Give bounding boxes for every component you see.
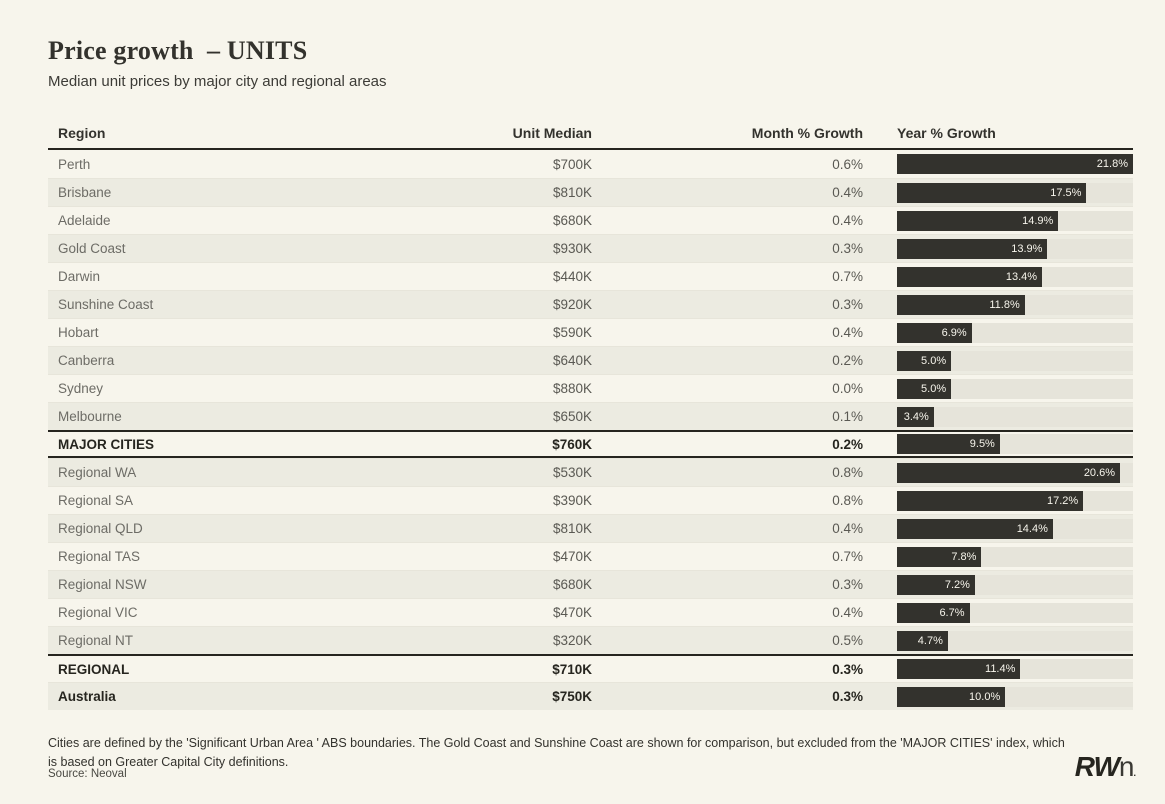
bar-value-label: 7.2% — [944, 578, 970, 591]
year-growth-cell — [863, 659, 1133, 679]
year-growth-cell — [863, 491, 1133, 511]
region-cell: Sunshine Coast — [58, 297, 154, 312]
bar-track — [897, 323, 1133, 343]
year-growth-cell — [863, 463, 1133, 483]
year-growth-cell — [863, 379, 1133, 399]
bar-track — [897, 239, 1133, 259]
logo-mark: . — [1133, 768, 1135, 778]
page-subtitle: Median unit prices by major city and regional areas — [48, 73, 387, 90]
region-cell: Brisbane — [58, 185, 112, 200]
region-cell: Hobart — [58, 325, 99, 340]
region-cell: Adelaide — [58, 213, 111, 228]
month-growth-cell: 0.4% — [832, 325, 863, 340]
year-growth-bar — [897, 603, 970, 623]
year-growth-cell — [863, 295, 1133, 315]
unit-median-cell: $930K — [552, 241, 592, 256]
year-growth-bar — [897, 183, 1086, 203]
region-cell: REGIONAL — [58, 661, 130, 677]
column-header-month-growth: Month % Growth — [751, 125, 863, 141]
month-growth-cell: 0.0% — [832, 381, 863, 396]
bar-value-label: 3.4% — [903, 410, 929, 423]
year-growth-cell — [863, 631, 1133, 651]
table-row — [48, 626, 1133, 654]
year-growth-cell — [863, 239, 1133, 259]
table-row — [48, 458, 1133, 486]
month-growth-cell: 0.5% — [832, 633, 863, 648]
year-growth-bar — [897, 659, 1020, 679]
year-growth-bar — [897, 154, 1133, 174]
table-row — [48, 542, 1133, 570]
table-row — [48, 318, 1133, 346]
year-growth-cell — [863, 351, 1133, 371]
unit-median-cell: $320K — [552, 633, 592, 648]
month-growth-cell: 0.6% — [832, 156, 863, 172]
region-cell: Darwin — [58, 269, 101, 284]
region-cell: Melbourne — [58, 409, 122, 424]
year-growth-bar — [897, 463, 1120, 483]
year-growth-bar — [897, 211, 1058, 231]
table-row — [48, 570, 1133, 598]
year-growth-cell — [863, 575, 1133, 595]
table-row — [48, 262, 1133, 290]
year-growth-cell — [863, 603, 1133, 623]
table-row — [48, 346, 1133, 374]
bar-track — [897, 491, 1133, 511]
logo-n: n — [1118, 751, 1134, 782]
year-growth-bar — [897, 407, 934, 427]
unit-median-cell: $590K — [552, 325, 592, 340]
year-growth-bar — [897, 239, 1047, 259]
region-cell: Sydney — [58, 381, 104, 396]
unit-median-cell: $710K — [552, 661, 592, 677]
year-growth-cell — [863, 547, 1133, 567]
unit-median-cell: $680K — [552, 213, 592, 228]
unit-median-cell: $700K — [552, 156, 592, 172]
year-growth-bar — [897, 631, 948, 651]
price-growth-table — [48, 118, 1133, 710]
bar-track — [897, 267, 1133, 287]
bar-value-label: 9.5% — [969, 438, 995, 450]
unit-median-cell: $920K — [552, 297, 592, 312]
month-growth-cell: 0.2% — [832, 353, 863, 368]
table-header — [48, 118, 1133, 150]
table-row — [48, 514, 1133, 542]
month-growth-cell: 0.3% — [832, 297, 863, 312]
bar-track — [897, 211, 1133, 231]
table-row — [48, 682, 1133, 710]
unit-median-cell: $440K — [552, 269, 592, 284]
month-growth-cell: 0.4% — [832, 521, 863, 536]
table-row — [48, 374, 1133, 402]
unit-median-cell: $640K — [552, 353, 592, 368]
month-growth-cell: 0.3% — [832, 661, 863, 677]
bar-track — [897, 659, 1133, 679]
year-growth-bar — [897, 267, 1042, 287]
bar-track — [897, 379, 1133, 399]
column-header-region: Region — [58, 125, 106, 141]
unit-median-cell: $810K — [552, 185, 592, 200]
month-growth-cell: 0.4% — [832, 213, 863, 228]
year-growth-bar — [897, 295, 1025, 315]
region-cell: Regional TAS — [58, 549, 141, 564]
region-cell: Regional NT — [58, 633, 134, 648]
year-growth-cell — [863, 267, 1133, 287]
table-rows — [48, 150, 1133, 710]
bar-track — [897, 351, 1133, 371]
bar-track — [897, 603, 1133, 623]
year-growth-bar — [897, 519, 1053, 539]
bar-track — [897, 519, 1133, 539]
year-growth-cell — [863, 154, 1133, 174]
table-row — [48, 402, 1133, 430]
bar-value-label: 14.9% — [1022, 214, 1054, 227]
bar-value-label: 17.5% — [1050, 186, 1082, 199]
table-row — [48, 234, 1133, 262]
bar-track — [897, 295, 1133, 315]
source-text: Source: Neoval — [48, 768, 127, 780]
bar-track — [897, 575, 1133, 595]
bar-track — [897, 434, 1133, 454]
bar-value-label: 5.0% — [921, 354, 947, 367]
unit-median-cell: $810K — [552, 521, 592, 536]
bar-value-label: 21.8% — [1096, 158, 1128, 170]
bar-track — [897, 687, 1133, 707]
year-growth-bar — [897, 379, 951, 399]
logo-rw: RW — [1074, 751, 1119, 782]
year-growth-bar — [897, 323, 972, 343]
year-growth-cell — [863, 519, 1133, 539]
month-growth-cell: 0.3% — [832, 577, 863, 592]
bar-value-label: 13.9% — [1011, 242, 1043, 255]
unit-median-cell: $650K — [552, 409, 592, 424]
column-header-year-growth: Year % Growth — [897, 125, 996, 141]
year-growth-cell — [863, 434, 1133, 454]
region-cell: Regional SA — [58, 493, 134, 508]
unit-median-cell: $680K — [552, 577, 592, 592]
month-growth-cell: 0.4% — [832, 605, 863, 620]
year-growth-bar — [897, 351, 951, 371]
month-growth-cell: 0.2% — [832, 436, 863, 452]
region-cell: Regional VIC — [58, 605, 138, 620]
month-growth-cell: 0.7% — [832, 549, 863, 564]
bar-value-label: 14.4% — [1016, 522, 1048, 535]
footnote-text: Cities are defined by the 'Significant Urban Area ' ABS boundaries. The Gold Coast and Sunshine Coast are shown for comparison, but excluded from the 'MAJOR CITIES' index, which is based on Greater Capital City definitions. — [48, 736, 1065, 769]
region-cell: Canberra — [58, 353, 115, 368]
month-growth-cell: 0.8% — [832, 465, 863, 480]
bar-value-label: 17.2% — [1047, 494, 1079, 507]
table-row — [48, 150, 1133, 178]
unit-median-cell: $470K — [552, 549, 592, 564]
year-growth-bar — [897, 575, 975, 595]
table-row — [48, 598, 1133, 626]
bar-track — [897, 407, 1133, 427]
month-growth-cell: 0.3% — [832, 241, 863, 256]
year-growth-cell — [863, 323, 1133, 343]
bar-value-label: 7.8% — [951, 550, 977, 563]
table-row — [48, 178, 1133, 206]
region-cell: Regional QLD — [58, 521, 143, 536]
region-cell: Regional WA — [58, 465, 137, 480]
region-cell: Gold Coast — [58, 241, 126, 256]
year-growth-cell — [863, 687, 1133, 707]
bar-value-label: 4.7% — [917, 634, 943, 647]
unit-median-cell: $750K — [552, 689, 592, 704]
year-growth-bar — [897, 434, 1000, 454]
table-row — [48, 430, 1133, 458]
month-growth-cell: 0.1% — [832, 409, 863, 424]
page-title: Price growth – UNITS — [48, 36, 308, 65]
region-cell: Perth — [58, 156, 91, 172]
bar-value-label: 5.0% — [921, 382, 947, 395]
table-row — [48, 290, 1133, 318]
year-growth-cell — [863, 407, 1133, 427]
month-growth-cell: 0.7% — [832, 269, 863, 284]
year-growth-bar — [897, 547, 981, 567]
table-row — [48, 654, 1133, 682]
bar-track — [897, 631, 1133, 651]
region-cell: Australia — [58, 689, 116, 704]
region-cell: Regional NSW — [58, 577, 147, 592]
year-growth-cell — [863, 211, 1133, 231]
unit-median-cell: $390K — [552, 493, 592, 508]
year-growth-bar — [897, 491, 1083, 511]
bar-value-label: 20.6% — [1083, 466, 1116, 479]
bar-value-label: 11.8% — [989, 298, 1020, 311]
table-row — [48, 206, 1133, 234]
year-growth-cell — [863, 183, 1133, 203]
year-growth-bar — [897, 687, 1005, 707]
bar-value-label: 11.4% — [985, 663, 1016, 675]
bar-track — [897, 183, 1133, 203]
region-cell: MAJOR CITIES — [58, 436, 155, 452]
bar-value-label: 10.0% — [969, 690, 1001, 703]
month-growth-cell: 0.8% — [832, 493, 863, 508]
bar-track — [897, 547, 1133, 567]
column-header-unit-median: Unit Median — [512, 125, 592, 141]
table-row — [48, 486, 1133, 514]
unit-median-cell: $470K — [552, 605, 592, 620]
bar-value-label: 13.4% — [1005, 270, 1038, 283]
unit-median-cell: $530K — [552, 465, 592, 480]
bar-track — [897, 463, 1133, 483]
bar-track — [897, 154, 1133, 174]
month-growth-cell: 0.4% — [832, 185, 863, 200]
bar-value-label: 6.9% — [941, 326, 967, 339]
bar-value-label: 6.7% — [939, 606, 965, 619]
rwn-logo — [1075, 752, 1135, 788]
unit-median-cell: $760K — [552, 436, 592, 452]
month-growth-cell: 0.3% — [832, 689, 863, 704]
unit-median-cell: $880K — [552, 381, 592, 396]
